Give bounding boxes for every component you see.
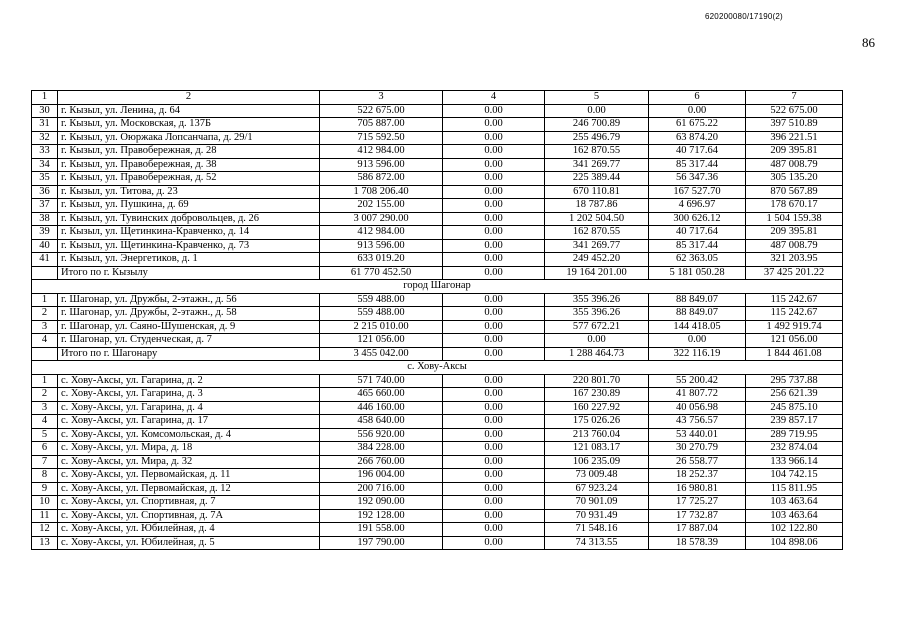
row-number: 1 bbox=[32, 374, 58, 388]
col-3-value: 913 596.00 bbox=[320, 239, 443, 253]
col-4-value: 0.00 bbox=[443, 320, 545, 334]
col-6-value: 63 874.20 bbox=[649, 131, 746, 145]
col-6-value: 56 347.36 bbox=[649, 172, 746, 186]
col-6-value: 40 717.64 bbox=[649, 226, 746, 240]
col-6-value: 40 056.98 bbox=[649, 401, 746, 415]
col-6-value: 0.00 bbox=[649, 104, 746, 118]
section-title-row bbox=[32, 280, 843, 294]
address: с. Хову-Аксы, ул. Спортивная, д. 7 bbox=[58, 496, 320, 510]
col-4-value: 0.00 bbox=[443, 266, 545, 280]
table-row bbox=[32, 226, 843, 240]
address: г. Кызыл, ул. Правобережная, д. 38 bbox=[58, 158, 320, 172]
address: с. Хову-Аксы, ул. Первомайская, д. 11 bbox=[58, 469, 320, 483]
col-3-value: 121 056.00 bbox=[320, 334, 443, 348]
col-7-value: 115 242.67 bbox=[746, 307, 843, 321]
col-6-value: 4 696.97 bbox=[649, 199, 746, 213]
col-4-value: 0.00 bbox=[443, 212, 545, 226]
col-7-value: 104 742.15 bbox=[746, 469, 843, 483]
col-6-value: 53 440.01 bbox=[649, 428, 746, 442]
table-row bbox=[32, 388, 843, 402]
col-5-value: 71 548.16 bbox=[545, 523, 649, 537]
col-7-value: 239 857.17 bbox=[746, 415, 843, 429]
col-5-value: 70 931.49 bbox=[545, 509, 649, 523]
column-number-header: 2 bbox=[58, 91, 320, 105]
col-6-value: 85 317.44 bbox=[649, 158, 746, 172]
col-4-value: 0.00 bbox=[443, 158, 545, 172]
col-3-value: 458 640.00 bbox=[320, 415, 443, 429]
col-7-value: 397 510.89 bbox=[746, 118, 843, 132]
col-3-value: 384 228.00 bbox=[320, 442, 443, 456]
col-6-value: 30 270.79 bbox=[649, 442, 746, 456]
col-5-value: 246 700.89 bbox=[545, 118, 649, 132]
col-6-value: 43 756.57 bbox=[649, 415, 746, 429]
col-7-value: 305 135.20 bbox=[746, 172, 843, 186]
col-7-value: 1 844 461.08 bbox=[746, 347, 843, 361]
address: г. Шагонар, ул. Саяно-Шушенская, д. 9 bbox=[58, 320, 320, 334]
col-4-value: 0.00 bbox=[443, 118, 545, 132]
col-4-value: 0.00 bbox=[443, 482, 545, 496]
address: г. Кызыл, ул. Правобережная, д. 52 bbox=[58, 172, 320, 186]
row-number bbox=[32, 266, 58, 280]
table-row bbox=[32, 104, 843, 118]
col-4-value: 0.00 bbox=[443, 199, 545, 213]
col-5-value: 1 202 504.50 bbox=[545, 212, 649, 226]
row-number: 3 bbox=[32, 320, 58, 334]
col-6-value: 300 626.12 bbox=[649, 212, 746, 226]
col-5-value: 175 026.26 bbox=[545, 415, 649, 429]
row-number: 38 bbox=[32, 212, 58, 226]
address: с. Хову-Аксы, ул. Гагарина, д. 4 bbox=[58, 401, 320, 415]
table-row bbox=[32, 307, 843, 321]
col-3-value: 559 488.00 bbox=[320, 293, 443, 307]
address: г. Кызыл, ул. Правобережная, д. 28 bbox=[58, 145, 320, 159]
col-7-value: 103 463.64 bbox=[746, 509, 843, 523]
total-row bbox=[32, 347, 843, 361]
data-table bbox=[31, 90, 843, 550]
col-3-value: 191 558.00 bbox=[320, 523, 443, 537]
col-5-value: 0.00 bbox=[545, 104, 649, 118]
col-3-value: 2 215 010.00 bbox=[320, 320, 443, 334]
col-6-value: 144 418.05 bbox=[649, 320, 746, 334]
address: г. Кызыл, ул. Щетинкина-Кравченко, д. 14 bbox=[58, 226, 320, 240]
col-7-value: 209 395.81 bbox=[746, 226, 843, 240]
address: Итого по г. Кызылу bbox=[58, 266, 320, 280]
col-3-value: 3 007 290.00 bbox=[320, 212, 443, 226]
col-6-value: 5 181 050.28 bbox=[649, 266, 746, 280]
row-number: 9 bbox=[32, 482, 58, 496]
table-row bbox=[32, 199, 843, 213]
column-number-header: 5 bbox=[545, 91, 649, 105]
col-7-value: 295 737.88 bbox=[746, 374, 843, 388]
table-row bbox=[32, 185, 843, 199]
row-number: 31 bbox=[32, 118, 58, 132]
col-4-value: 0.00 bbox=[443, 253, 545, 267]
document-code: 620200080/17190(2) bbox=[705, 12, 783, 21]
col-3-value: 1 708 206.40 bbox=[320, 185, 443, 199]
table-row bbox=[32, 374, 843, 388]
col-7-value: 487 008.79 bbox=[746, 158, 843, 172]
col-6-value: 0.00 bbox=[649, 334, 746, 348]
col-3-value: 3 455 042.00 bbox=[320, 347, 443, 361]
col-7-value: 256 621.39 bbox=[746, 388, 843, 402]
row-number: 30 bbox=[32, 104, 58, 118]
col-7-value: 209 395.81 bbox=[746, 145, 843, 159]
col-6-value: 62 363.05 bbox=[649, 253, 746, 267]
col-3-value: 465 660.00 bbox=[320, 388, 443, 402]
address: с. Хову-Аксы, ул. Гагарина, д. 17 bbox=[58, 415, 320, 429]
table-body bbox=[32, 91, 843, 550]
row-number: 40 bbox=[32, 239, 58, 253]
header-row bbox=[32, 91, 843, 105]
col-6-value: 85 317.44 bbox=[649, 239, 746, 253]
col-4-value: 0.00 bbox=[443, 104, 545, 118]
table-row bbox=[32, 158, 843, 172]
col-3-value: 633 019.20 bbox=[320, 253, 443, 267]
address: г. Кызыл, ул. Энергетиков, д. 1 bbox=[58, 253, 320, 267]
col-6-value: 17 725.27 bbox=[649, 496, 746, 510]
col-3-value: 715 592.50 bbox=[320, 131, 443, 145]
col-4-value: 0.00 bbox=[443, 455, 545, 469]
table-row bbox=[32, 118, 843, 132]
row-number: 3 bbox=[32, 401, 58, 415]
table-row bbox=[32, 401, 843, 415]
table-row bbox=[32, 131, 843, 145]
col-3-value: 586 872.00 bbox=[320, 172, 443, 186]
address: г. Кызыл, ул. Пушкина, д. 69 bbox=[58, 199, 320, 213]
col-4-value: 0.00 bbox=[443, 334, 545, 348]
col-7-value: 289 719.95 bbox=[746, 428, 843, 442]
page-number: 86 bbox=[862, 35, 875, 50]
col-6-value: 16 980.81 bbox=[649, 482, 746, 496]
col-7-value: 1 492 919.74 bbox=[746, 320, 843, 334]
col-6-value: 17 887.04 bbox=[649, 523, 746, 537]
address: г. Кызыл, ул. Московская, д. 137Б bbox=[58, 118, 320, 132]
col-5-value: 670 110.81 bbox=[545, 185, 649, 199]
total-row bbox=[32, 266, 843, 280]
col-5-value: 355 396.26 bbox=[545, 307, 649, 321]
address: г. Шагонар, ул. Дружбы, 2-этажн., д. 56 bbox=[58, 293, 320, 307]
col-5-value: 74 313.55 bbox=[545, 536, 649, 550]
col-4-value: 0.00 bbox=[443, 293, 545, 307]
section-title-row bbox=[32, 361, 843, 375]
col-4-value: 0.00 bbox=[443, 131, 545, 145]
col-5-value: 106 235.09 bbox=[545, 455, 649, 469]
column-number-header: 3 bbox=[320, 91, 443, 105]
col-6-value: 61 675.22 bbox=[649, 118, 746, 132]
row-number: 13 bbox=[32, 536, 58, 550]
row-number: 36 bbox=[32, 185, 58, 199]
col-7-value: 178 670.17 bbox=[746, 199, 843, 213]
address: с. Хову-Аксы, ул. Спортивная, д. 7А bbox=[58, 509, 320, 523]
address: с. Хову-Аксы, ул. Гагарина, д. 3 bbox=[58, 388, 320, 402]
col-3-value: 556 920.00 bbox=[320, 428, 443, 442]
col-4-value: 0.00 bbox=[443, 172, 545, 186]
row-number: 5 bbox=[32, 428, 58, 442]
col-5-value: 162 870.55 bbox=[545, 226, 649, 240]
col-4-value: 0.00 bbox=[443, 536, 545, 550]
row-number: 2 bbox=[32, 388, 58, 402]
row-number: 6 bbox=[32, 442, 58, 456]
row-number: 34 bbox=[32, 158, 58, 172]
col-3-value: 200 716.00 bbox=[320, 482, 443, 496]
row-number: 8 bbox=[32, 469, 58, 483]
col-6-value: 167 527.70 bbox=[649, 185, 746, 199]
address: г. Кызыл, ул. Оюржака Лопсанчапа, д. 29/1 bbox=[58, 131, 320, 145]
row-number: 1 bbox=[32, 293, 58, 307]
col-5-value: 160 227.92 bbox=[545, 401, 649, 415]
col-7-value: 522 675.00 bbox=[746, 104, 843, 118]
table-row bbox=[32, 172, 843, 186]
address: г. Кызыл, ул. Титова, д. 23 bbox=[58, 185, 320, 199]
col-5-value: 167 230.89 bbox=[545, 388, 649, 402]
row-number: 35 bbox=[32, 172, 58, 186]
col-5-value: 355 396.26 bbox=[545, 293, 649, 307]
col-4-value: 0.00 bbox=[443, 523, 545, 537]
address: г. Шагонар, ул. Студенческая, д. 7 bbox=[58, 334, 320, 348]
col-3-value: 522 675.00 bbox=[320, 104, 443, 118]
col-4-value: 0.00 bbox=[443, 509, 545, 523]
col-4-value: 0.00 bbox=[443, 415, 545, 429]
col-3-value: 446 160.00 bbox=[320, 401, 443, 415]
column-number-header: 6 bbox=[649, 91, 746, 105]
col-5-value: 0.00 bbox=[545, 334, 649, 348]
col-7-value: 37 425 201.22 bbox=[746, 266, 843, 280]
col-6-value: 26 558.77 bbox=[649, 455, 746, 469]
row-number: 39 bbox=[32, 226, 58, 240]
row-number: 32 bbox=[32, 131, 58, 145]
table-row bbox=[32, 482, 843, 496]
col-7-value: 1 504 159.38 bbox=[746, 212, 843, 226]
col-4-value: 0.00 bbox=[443, 388, 545, 402]
col-3-value: 571 740.00 bbox=[320, 374, 443, 388]
address: г. Шагонар, ул. Дружбы, 2-этажн., д. 58 bbox=[58, 307, 320, 321]
table-row bbox=[32, 509, 843, 523]
col-6-value: 18 578.39 bbox=[649, 536, 746, 550]
address: г. Кызыл, ул. Щетинкина-Кравченко, д. 73 bbox=[58, 239, 320, 253]
col-4-value: 0.00 bbox=[443, 496, 545, 510]
col-5-value: 73 009.48 bbox=[545, 469, 649, 483]
table-row bbox=[32, 293, 843, 307]
column-number-header: 7 bbox=[746, 91, 843, 105]
col-7-value: 115 811.95 bbox=[746, 482, 843, 496]
address: Итого по г. Шагонару bbox=[58, 347, 320, 361]
section-title: город Шагонар bbox=[32, 280, 843, 294]
col-7-value: 102 122.80 bbox=[746, 523, 843, 537]
table-row bbox=[32, 496, 843, 510]
col-6-value: 88 849.07 bbox=[649, 293, 746, 307]
col-3-value: 197 790.00 bbox=[320, 536, 443, 550]
column-number-header: 1 bbox=[32, 91, 58, 105]
row-number: 33 bbox=[32, 145, 58, 159]
col-3-value: 412 984.00 bbox=[320, 226, 443, 240]
col-4-value: 0.00 bbox=[443, 145, 545, 159]
section-title: с. Хову-Аксы bbox=[32, 361, 843, 375]
col-6-value: 55 200.42 bbox=[649, 374, 746, 388]
table-row bbox=[32, 415, 843, 429]
col-4-value: 0.00 bbox=[443, 185, 545, 199]
table-row bbox=[32, 239, 843, 253]
column-number-header: 4 bbox=[443, 91, 545, 105]
col-4-value: 0.00 bbox=[443, 469, 545, 483]
col-7-value: 103 463.64 bbox=[746, 496, 843, 510]
address: с. Хову-Аксы, ул. Юбилейная, д. 4 bbox=[58, 523, 320, 537]
col-5-value: 220 801.70 bbox=[545, 374, 649, 388]
address: г. Кызыл, ул. Ленина, д. 64 bbox=[58, 104, 320, 118]
col-5-value: 1 288 464.73 bbox=[545, 347, 649, 361]
col-4-value: 0.00 bbox=[443, 239, 545, 253]
col-4-value: 0.00 bbox=[443, 307, 545, 321]
address: г. Кызыл, ул. Тувинских добровольцев, д. 26 bbox=[58, 212, 320, 226]
row-number: 10 bbox=[32, 496, 58, 510]
table-row bbox=[32, 523, 843, 537]
col-3-value: 559 488.00 bbox=[320, 307, 443, 321]
col-5-value: 121 083.17 bbox=[545, 442, 649, 456]
col-3-value: 196 004.00 bbox=[320, 469, 443, 483]
address: с. Хову-Аксы, ул. Юбилейная, д. 5 bbox=[58, 536, 320, 550]
col-7-value: 133 966.14 bbox=[746, 455, 843, 469]
col-4-value: 0.00 bbox=[443, 442, 545, 456]
table-row bbox=[32, 455, 843, 469]
col-7-value: 396 221.51 bbox=[746, 131, 843, 145]
row-number: 12 bbox=[32, 523, 58, 537]
row-number: 37 bbox=[32, 199, 58, 213]
col-3-value: 192 128.00 bbox=[320, 509, 443, 523]
col-5-value: 577 672.21 bbox=[545, 320, 649, 334]
col-7-value: 121 056.00 bbox=[746, 334, 843, 348]
row-number: 2 bbox=[32, 307, 58, 321]
table-row bbox=[32, 253, 843, 267]
col-6-value: 41 807.72 bbox=[649, 388, 746, 402]
col-5-value: 341 269.77 bbox=[545, 239, 649, 253]
address: с. Хову-Аксы, ул. Мира, д. 18 bbox=[58, 442, 320, 456]
col-6-value: 17 732.87 bbox=[649, 509, 746, 523]
row-number: 4 bbox=[32, 415, 58, 429]
col-7-value: 232 874.04 bbox=[746, 442, 843, 456]
col-4-value: 0.00 bbox=[443, 347, 545, 361]
col-3-value: 412 984.00 bbox=[320, 145, 443, 159]
col-6-value: 322 116.19 bbox=[649, 347, 746, 361]
row-number: 41 bbox=[32, 253, 58, 267]
col-6-value: 88 849.07 bbox=[649, 307, 746, 321]
table-row bbox=[32, 212, 843, 226]
address: с. Хову-Аксы, ул. Мира, д. 32 bbox=[58, 455, 320, 469]
table-row bbox=[32, 145, 843, 159]
col-5-value: 18 787.86 bbox=[545, 199, 649, 213]
col-5-value: 213 760.04 bbox=[545, 428, 649, 442]
col-4-value: 0.00 bbox=[443, 226, 545, 240]
col-5-value: 70 901.09 bbox=[545, 496, 649, 510]
col-7-value: 487 008.79 bbox=[746, 239, 843, 253]
col-5-value: 162 870.55 bbox=[545, 145, 649, 159]
col-5-value: 225 389.44 bbox=[545, 172, 649, 186]
col-7-value: 245 875.10 bbox=[746, 401, 843, 415]
col-7-value: 870 567.89 bbox=[746, 185, 843, 199]
table-row bbox=[32, 469, 843, 483]
col-7-value: 104 898.06 bbox=[746, 536, 843, 550]
address: с. Хову-Аксы, ул. Первомайская, д. 12 bbox=[58, 482, 320, 496]
col-6-value: 40 717.64 bbox=[649, 145, 746, 159]
col-3-value: 913 596.00 bbox=[320, 158, 443, 172]
col-3-value: 61 770 452.50 bbox=[320, 266, 443, 280]
row-number: 11 bbox=[32, 509, 58, 523]
col-7-value: 321 203.95 bbox=[746, 253, 843, 267]
table-row bbox=[32, 428, 843, 442]
col-3-value: 192 090.00 bbox=[320, 496, 443, 510]
row-number bbox=[32, 347, 58, 361]
col-3-value: 705 887.00 bbox=[320, 118, 443, 132]
col-3-value: 202 155.00 bbox=[320, 199, 443, 213]
col-5-value: 249 452.20 bbox=[545, 253, 649, 267]
col-5-value: 19 164 201.00 bbox=[545, 266, 649, 280]
col-4-value: 0.00 bbox=[443, 374, 545, 388]
address: с. Хову-Аксы, ул. Комсомольская, д. 4 bbox=[58, 428, 320, 442]
table-row bbox=[32, 536, 843, 550]
address: с. Хову-Аксы, ул. Гагарина, д. 2 bbox=[58, 374, 320, 388]
row-number: 7 bbox=[32, 455, 58, 469]
table-row bbox=[32, 320, 843, 334]
row-number: 4 bbox=[32, 334, 58, 348]
table-row bbox=[32, 442, 843, 456]
col-4-value: 0.00 bbox=[443, 401, 545, 415]
col-5-value: 255 496.79 bbox=[545, 131, 649, 145]
table-row bbox=[32, 334, 843, 348]
col-3-value: 266 760.00 bbox=[320, 455, 443, 469]
col-4-value: 0.00 bbox=[443, 428, 545, 442]
col-5-value: 67 923.24 bbox=[545, 482, 649, 496]
col-7-value: 115 242.67 bbox=[746, 293, 843, 307]
col-5-value: 341 269.77 bbox=[545, 158, 649, 172]
col-6-value: 18 252.37 bbox=[649, 469, 746, 483]
